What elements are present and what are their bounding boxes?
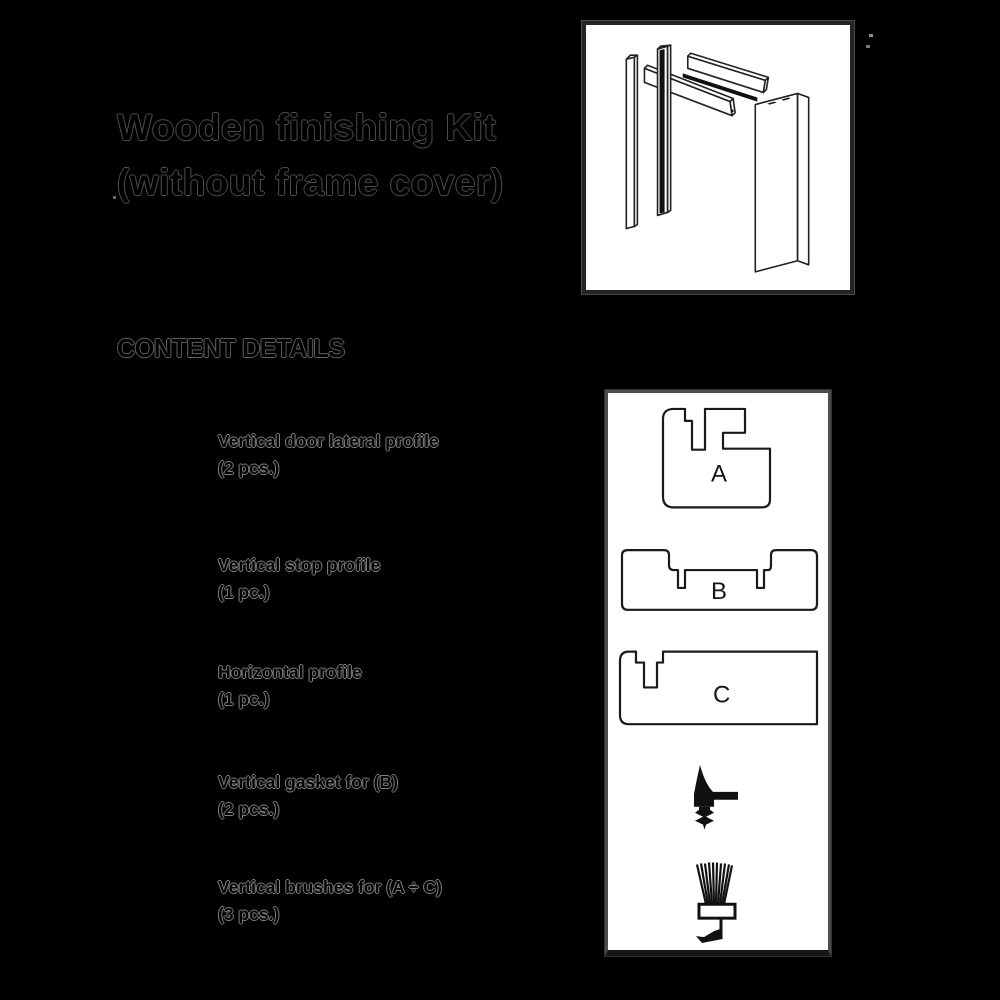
scan-speck (866, 45, 870, 48)
profile-b-label: B (711, 577, 728, 605)
page-title (117, 100, 504, 210)
profiles-diagram (608, 393, 828, 950)
content-details-heading: CONTENT DETAILS (117, 333, 345, 363)
item-qty: (3 pcs.) (218, 904, 280, 924)
list-item (218, 659, 362, 713)
page-title-line2: (without frame cover) (117, 162, 504, 203)
profile-a-shape (663, 409, 770, 507)
item-qty: (1 pc.) (218, 582, 270, 602)
brush-icon (696, 862, 735, 943)
item-qty: (2 pcs.) (218, 799, 280, 819)
gasket-icon (694, 765, 738, 830)
profile-c-label: C (713, 681, 731, 709)
list-item (218, 874, 442, 928)
profile-a-label: A (711, 460, 728, 488)
item-name: Horizontal profile (218, 662, 362, 682)
list-item (218, 552, 380, 606)
door-frame-drawing-icon (586, 25, 850, 290)
item-name: Vertical stop profile (218, 555, 381, 575)
item-name: Vertical gasket for (B) (218, 772, 398, 792)
strip-seal (660, 49, 665, 213)
profiles-panel (605, 390, 831, 956)
page-title-line1: Wooden finishing Kit (117, 107, 497, 148)
item-name: Vertical door lateral profile (218, 431, 439, 451)
list-item (218, 769, 398, 823)
item-qty: (2 pcs.) (218, 458, 280, 478)
scan-speck (869, 34, 873, 37)
kit-illustration-box (582, 21, 854, 294)
list-item (218, 428, 439, 482)
scan-speck (113, 196, 116, 199)
item-qty: (1 pc.) (218, 689, 270, 709)
item-name: Vertical brushes for (A ÷ C) (218, 877, 442, 897)
